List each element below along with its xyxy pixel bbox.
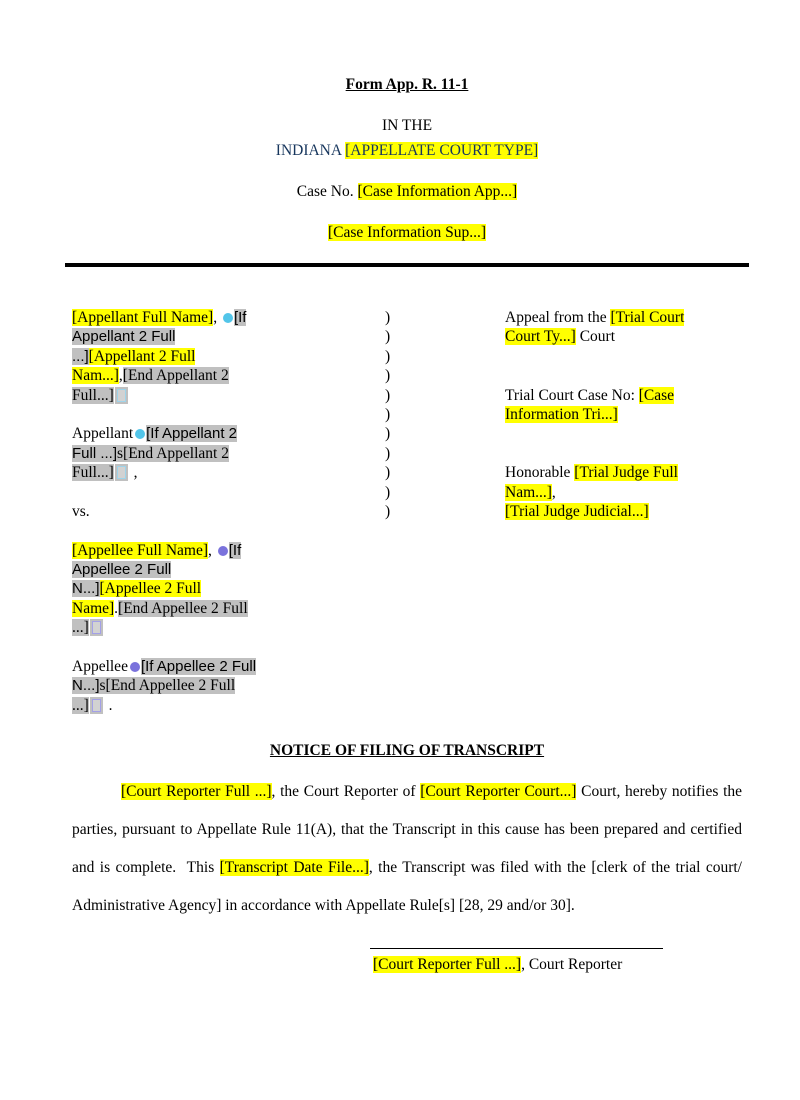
paren: ) [385,328,391,346]
form-title [72,0,742,94]
paren: ) [385,367,391,385]
notice-paragraph [72,773,742,925]
caption-parties-column [72,308,385,715]
trial-judge-name-field[interactable]: [Trial Judge Full [574,464,678,482]
caption-line [72,599,385,618]
case-sup-line [72,224,742,242]
appellant2-full-name-field[interactable]: Nam...] [72,367,119,385]
case-no-label: Case No. [296,183,358,200]
conditional-start-marker-icon[interactable] [135,429,145,439]
caption-line [72,444,385,463]
text-run: Appellant [72,425,134,443]
conditional-end-marker-icon[interactable] [92,699,101,712]
signature-text [370,955,742,974]
caption-line [505,308,742,327]
caption-court-info-column [505,308,742,715]
text-run: Appellee [72,658,128,676]
caption-line [72,386,385,405]
end-appellee2-field[interactable]: s[End Appellee 2 Full [99,677,236,695]
if-appellee2-field[interactable]: N...] [72,580,100,598]
if-appellee2-field[interactable]: [If [228,541,242,559]
appellee2-full-name-field[interactable]: Name] [72,599,115,617]
text-run: , [208,541,216,559]
notice-heading [72,742,742,760]
caption-line [72,560,385,579]
if-appellant2-field[interactable]: Full ...] [72,444,118,462]
signature-line [370,948,663,949]
caption-line [72,696,385,715]
end-appellant2-field[interactable]: [End Appellant 2 [122,367,229,385]
text-run: Court [575,328,616,346]
text-run: , [551,483,556,501]
court-reporter-name-field[interactable]: [Court Reporter Full ...] [373,956,522,974]
caption-line [72,347,385,366]
paren: ) [385,444,391,462]
case-information-sup-field[interactable]: [Case Information Sup...] [328,224,486,241]
if-appellant2-field[interactable]: [If [233,309,247,326]
trial-court-type-field[interactable]: Court Ty...] [505,328,576,346]
text-run: , [118,367,123,385]
end-appellee2-field[interactable]: ...] [72,696,89,714]
text-run: . [104,696,113,714]
conditional-end-marker-icon[interactable] [117,389,126,402]
paren: ) [385,464,391,482]
if-appellee2-field[interactable]: [If Appellee 2 Full [140,658,257,676]
text-run: Honorable [505,464,575,482]
transcript-date-field[interactable]: [Transcript Date File...] [219,859,369,877]
paren: ) [385,502,391,520]
spacer [72,483,385,502]
paren: ) [385,483,391,501]
caption-line [72,579,385,598]
trial-court-case-no-field[interactable]: [Case [638,386,675,404]
spacer [505,424,742,463]
if-appellant2-field[interactable]: [If Appellant 2 [146,425,238,443]
end-appellant2-field[interactable]: Full...] [72,464,114,482]
court-reporter-court-field[interactable]: [Court Reporter Court...] [420,783,577,801]
caption-line [505,463,742,482]
text-run: Appeal from the [505,309,611,326]
in-the-line: IN THE [381,117,433,134]
caption-line [72,541,385,560]
if-appellant2-field[interactable]: Appellant 2 Full [72,328,176,346]
state-name: INDIANA [275,142,346,159]
caption-line [72,308,385,327]
caption-line [72,424,385,443]
if-appellant2-field[interactable]: ...] [72,347,89,365]
spacer [72,638,385,657]
if-appellee2-field[interactable]: N...] [72,677,100,695]
if-appellee2-field[interactable]: Appellee 2 Full [72,561,172,579]
caption-line [505,405,742,424]
conditional-end-marker-icon[interactable] [117,466,126,479]
vs-line: vs. [72,502,90,520]
conditional-end-marker-icon[interactable] [92,621,101,634]
appellant-full-name-field[interactable]: [Appellant Full Name] [72,309,214,326]
text-run: Trial Court Case No: [505,386,639,404]
text-run: , the Transcript was filed with the [clerk of the trial court/ Administrative Agency] in accordance with Appellate Rule[s] [28, 29 and/or 30]. [72,859,742,915]
paren: ) [385,309,391,326]
court-line [72,142,742,160]
conditional-start-marker-icon[interactable] [130,662,140,672]
end-appellant2-field[interactable]: s[End Appellant 2 [117,444,229,462]
caption-line [505,483,742,502]
caption-line [505,327,742,346]
spacer [505,347,742,386]
end-appellant2-field[interactable]: Full...] [72,386,114,404]
appellant2-full-name-field[interactable]: [Appellant 2 Full [88,347,196,365]
form-title-text: Form App. R. 11-1 [345,76,469,93]
caption-parens-column [385,308,505,715]
trial-court-case-no-field[interactable]: Information Tri...] [505,405,618,423]
caption-line [72,327,385,346]
notice-heading-text: NOTICE OF FILING OF TRANSCRIPT [269,742,545,760]
paren: ) [385,405,391,423]
caption-line [72,657,385,676]
end-appellee2-field[interactable]: ...] [72,619,89,637]
paren: ) [385,386,391,404]
case-no-line [72,183,742,201]
caption-line [72,676,385,695]
end-appellee2-field[interactable]: [End Appellee 2 Full [118,599,248,617]
case-caption [72,308,742,715]
caption-line [505,502,742,521]
trial-judge-name-field[interactable]: Nam...] [505,483,552,501]
trial-court-type-field[interactable]: [Trial Court [610,309,685,326]
caption-line [72,366,385,385]
text-run: , the Court Reporter of [271,783,421,801]
court-reporter-name-field[interactable]: [Court Reporter Full ...] [121,783,272,801]
text-run: , [213,309,221,326]
conditional-start-marker-icon[interactable] [218,546,228,556]
appellee-full-name-field[interactable]: [Appellee Full Name] [72,541,209,559]
paren: ) [385,425,391,443]
case-information-field[interactable]: [Case Information App...] [357,183,518,200]
divider-rule [65,263,749,267]
appellee2-full-name-field[interactable]: [Appellee 2 Full [99,580,202,598]
spacer [72,521,385,540]
caption-line [505,386,742,405]
trial-judge-title-field[interactable]: [Trial Judge Judicial...] [505,502,649,520]
conditional-start-marker-icon[interactable] [223,313,233,323]
text-run: . [114,599,119,617]
appellate-court-type-field[interactable]: [APPELLATE COURT TYPE] [345,142,539,159]
spacer [72,405,385,424]
caption-line [72,618,385,637]
caption-line [72,463,385,482]
text-run: , Court Reporter [521,956,623,974]
text-run: Court, hereby notifies the parties, pursuant to Appellate Rule 11(A), that the Transcript in this cause has been prepared and certified and is complete. This [72,783,743,877]
text-run: , [129,464,138,482]
paren: ) [385,347,391,365]
